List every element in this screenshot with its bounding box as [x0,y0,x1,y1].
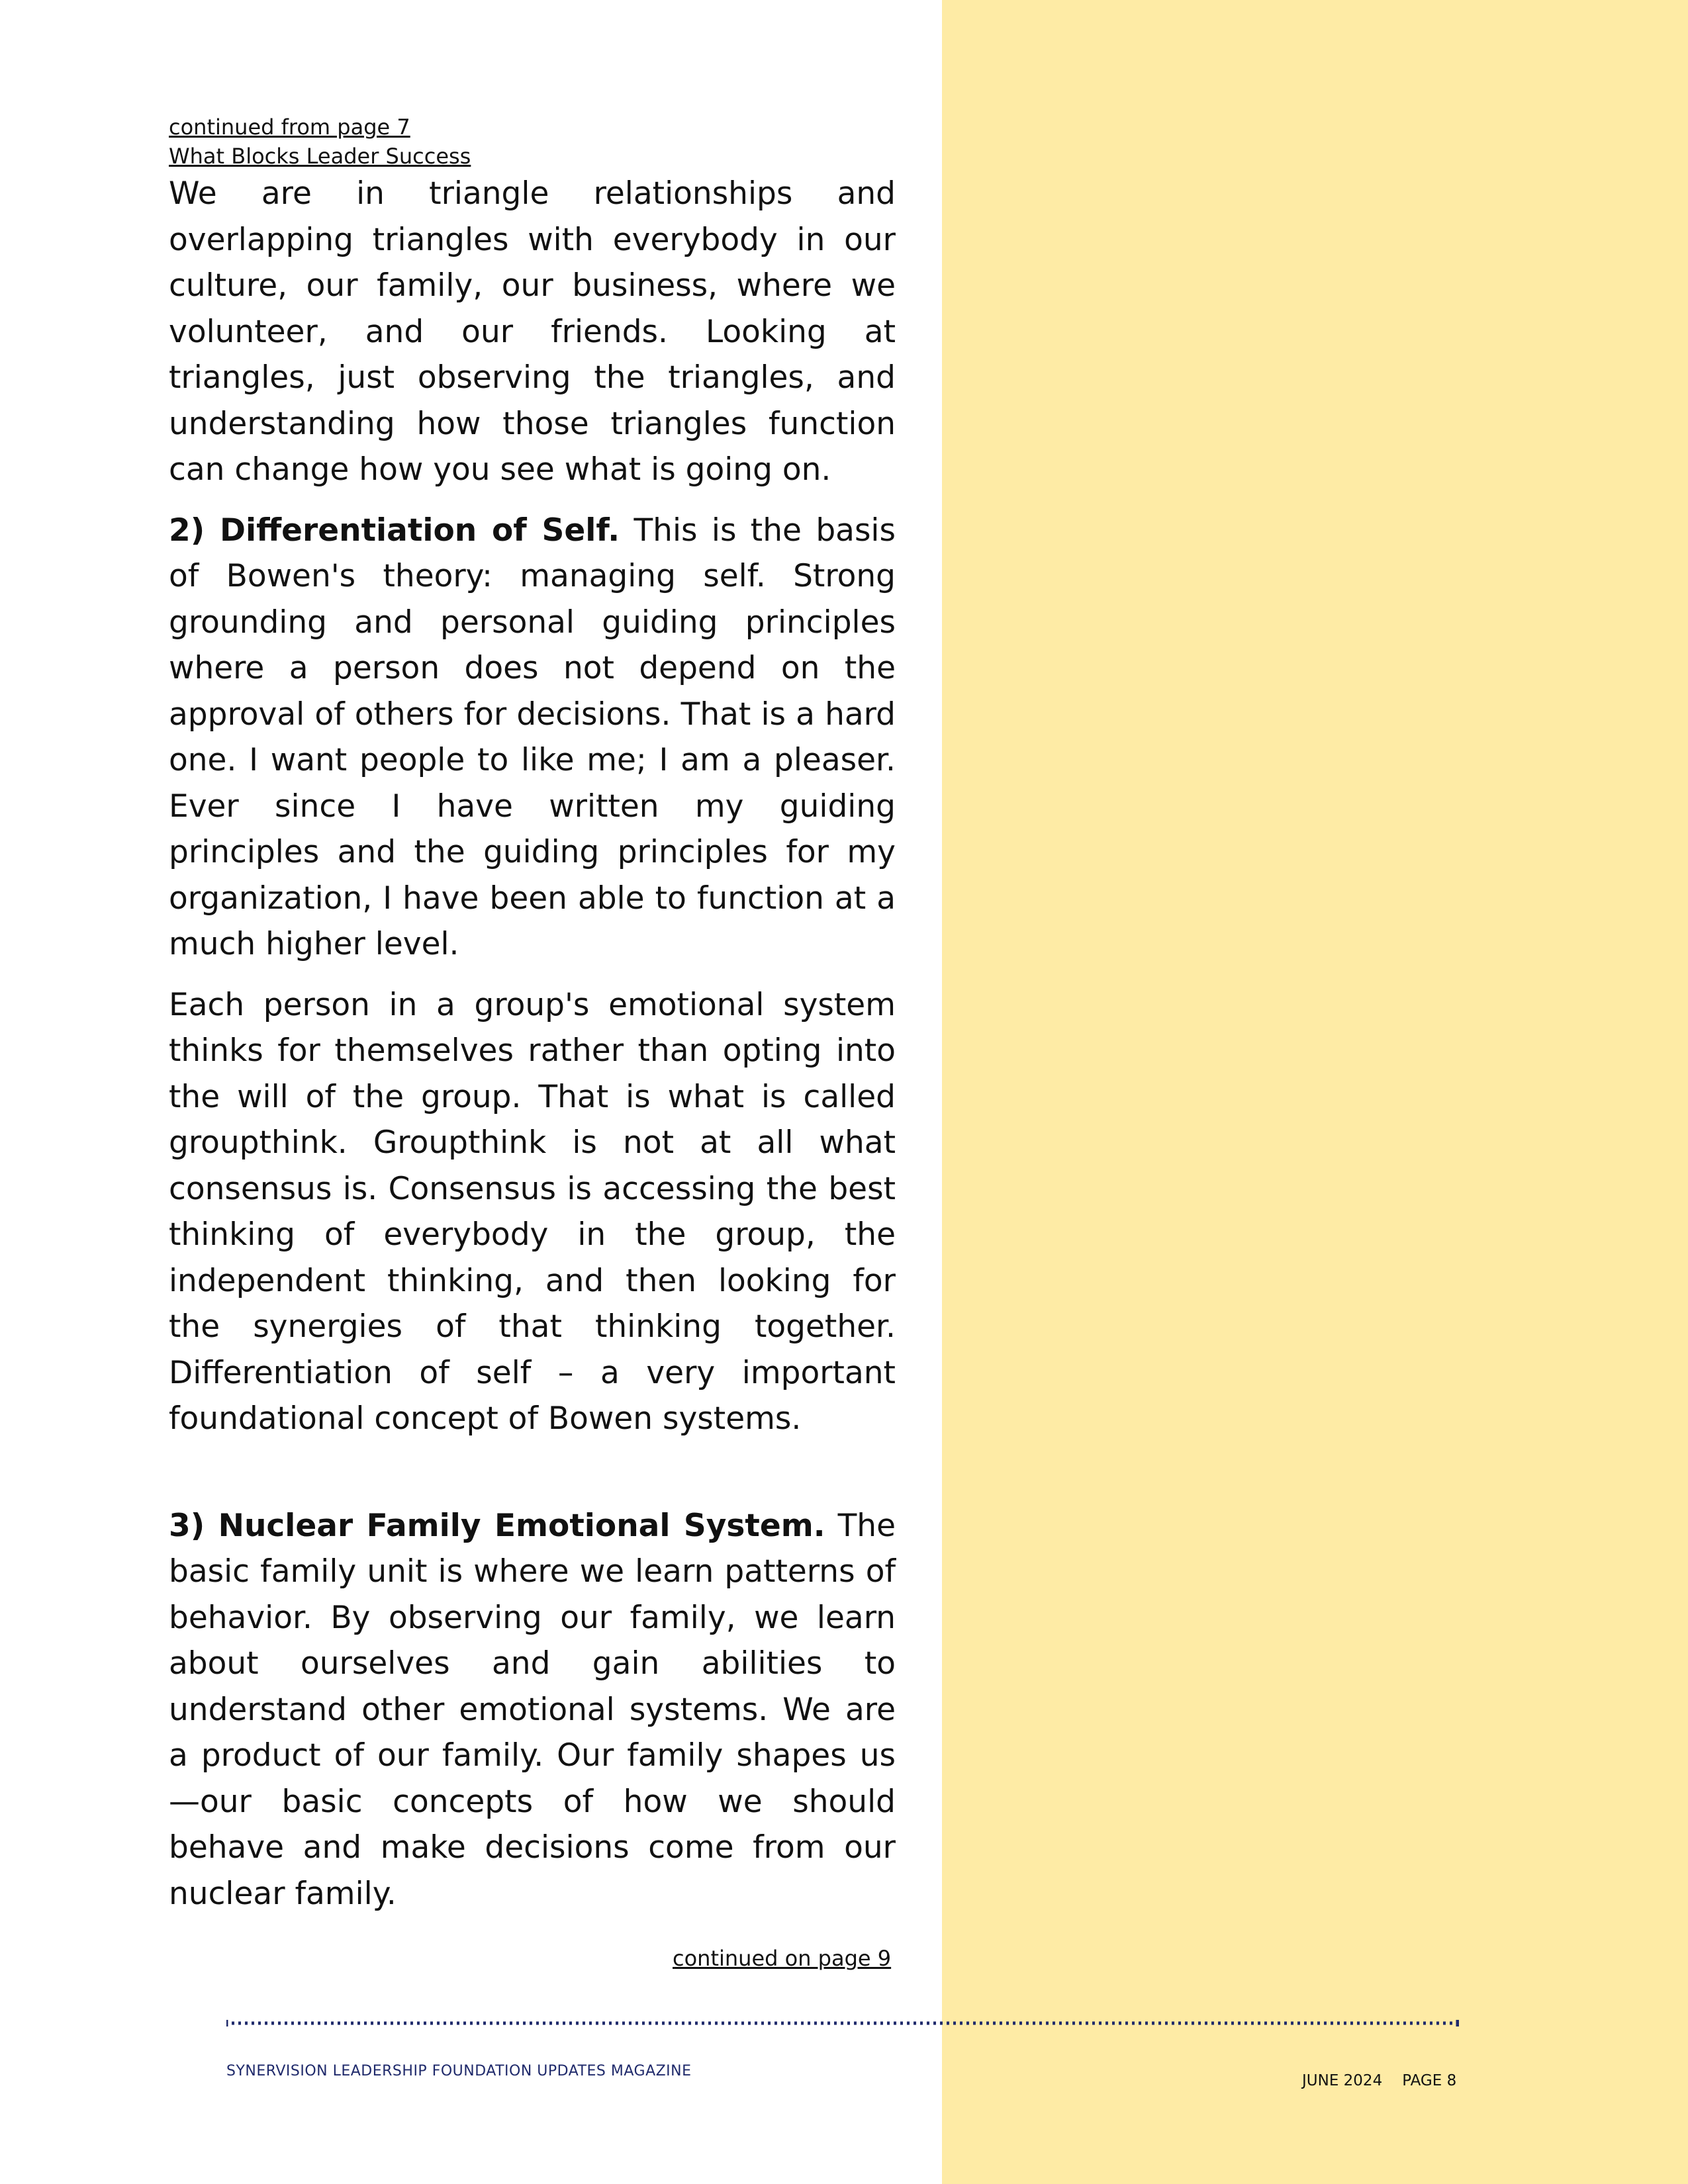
continued-from-link[interactable]: continued from page 7 [169,114,410,140]
continued-on-link[interactable]: continued on page 9 [673,1946,892,1971]
article-column [169,113,896,1931]
magazine-name: SYNERVISION LEADERSHIP FOUNDATION UPDATES MAGAZINE [226,2063,692,2079]
footer-date-page [1302,2072,1476,2089]
nuclear-family-text: The basic family unit is where we learn patterns of behavior. By observing our family, we learn about ourselves and gain abilities to understand other emotional systems. We are a product of our family. Our family shapes us—our basic concepts of how we should behave and make decisions come from our nuclear family. [169,1507,896,1912]
illustration-panel [942,0,1688,2184]
article-title-link[interactable]: What Blocks Leader Success [169,144,471,169]
issue-date: JUNE 2024 [1302,2072,1383,2089]
paragraph-groupthink: Each person in a group's emotional system thinks for themselves rather than opting into the will of the group. That is what is called groupthink. Groupthink is not at all what consensus is. Consensus is accessing the best thinking of everybody in the group, the independent thinking, and then looking for the synergies of that thinking together. Differentiation of self – a very important foundational concept of Bowen systems. [169,986,896,1437]
paragraph-differentiation [169,508,896,968]
page-number: PAGE 8 [1402,2072,1457,2089]
differentiation-heading: 2) Differentiation of Self. [169,512,620,549]
nuclear-family-heading: 3) Nuclear Family Emotional System. [169,1507,825,1544]
paragraph-triangles: We are in triangle relationships and overlapping triangles with everybody in our culture, our family, our business, where we volunteer, and our friends. Looking at triangles, just observing the triangles, and understanding how those triangles function can change how you see what is going on. [169,175,896,488]
paragraph-nuclear-family [169,1503,896,1917]
differentiation-text: This is the basis of Bowen's theory: managing self. Strong grounding and personal guiding principles where a person does not depend on the approval of others for decisions. That is a hard one. I want people to like me; I am a pleaser. Ever since I have written my guiding principles and the guiding principles for my organization, I have been able to function at a much higher level. [169,512,896,962]
spacer [169,1457,896,1503]
footer-divider [226,2020,1459,2026]
